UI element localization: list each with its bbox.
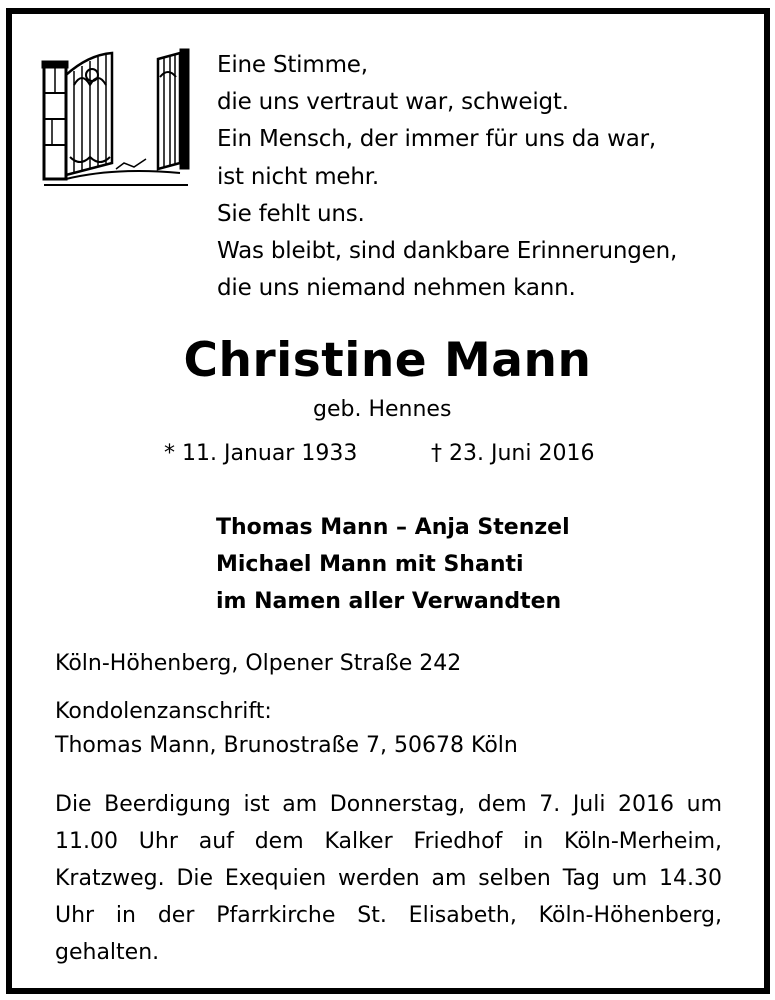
poem-line: ist nicht mehr. [217,163,380,190]
poem-line: Was bleibt, sind dankbare Erinnerungen, [217,238,678,265]
mourners-list [216,509,570,620]
poem-line: Eine Stimme, [217,52,368,78]
funeral-details: Die Beerdigung ist am Donnerstag, dem 7. Juli 2016 um 11.00 Uhr auf dem Kalker Friedhof in Köln-Merheim, Kratzweg. Die Exequien werden am selben Tag um 14.30 Uhr in der Pfarrkirche St. Elisabeth, Köln-Höhenberg, gehalten. [55,792,722,965]
birth-name: geb. Hennes [313,397,452,422]
mourner-line: Thomas Mann – Anja Stenzel [216,515,570,540]
poem-line: die uns niemand nehmen kann. [217,275,576,302]
memorial-poem [217,47,677,307]
death-date: † 23. Juni 2016 [431,441,595,466]
mourner-line: Michael Mann mit Shanti [216,552,524,577]
birth-date: * 11. Januar 1933 [164,441,358,466]
deceased-name: Christine Mann [183,333,592,388]
poem-line: Sie fehlt uns. [217,200,365,227]
condolence-address: Thomas Mann, Brunostraße 7, 50678 Köln [55,733,518,758]
poem-line: Ein Mensch, der immer für uns da war, [217,126,657,153]
open-gate-icon [40,45,192,191]
condolence-label: Kondolenzanschrift: [55,699,272,724]
mourner-line: im Namen aller Verwandten [216,589,562,614]
poem-line: die uns vertraut war, schweigt. [217,89,569,116]
home-address: Köln-Höhenberg, Olpener Straße 242 [55,651,462,676]
